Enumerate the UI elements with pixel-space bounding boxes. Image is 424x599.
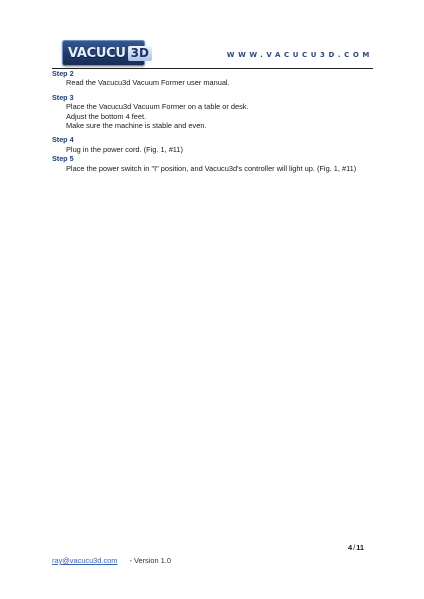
page-separator: / [353, 543, 356, 552]
logo-3d-badge: 3D [128, 46, 152, 61]
page-footer [52, 556, 171, 565]
email-link[interactable]: ray@vacucu3d.com [52, 556, 118, 565]
page-total: 11 [356, 543, 364, 552]
page-current: 4 [348, 543, 353, 552]
page-header [52, 40, 373, 68]
step-line: Place the Vacucu3d Vacuum Former on a table or desk. [66, 102, 249, 112]
step-line: Read the Vacucu3d Vacuum Former user manual. [66, 78, 230, 88]
step-3 [52, 93, 374, 131]
step-line: Adjust the bottom 4 feet. [66, 111, 147, 121]
page-number [348, 543, 364, 552]
step-line: Plug in the power cord. (Fig. 1, #11) [66, 144, 183, 154]
step-line: Make sure the machine is stable and even. [66, 121, 207, 131]
step-title: Step 2 [52, 69, 74, 78]
step-title: Step 4 [52, 135, 74, 145]
logo-text: VACUCU [68, 45, 126, 61]
instructions-body [52, 69, 374, 173]
vacucu3d-logo [62, 40, 149, 66]
step-title: Step 5 [52, 154, 74, 164]
step-5 [52, 154, 374, 173]
step-line: Place the power switch in "I" position, and Vacucu3d's controller will light up. (Fig. 1, #11) [66, 163, 357, 173]
website-url: WWW.VACUCU3D.COM [226, 51, 373, 59]
version-label: - Version 1.0 [129, 556, 171, 565]
step-4 [52, 135, 374, 154]
step-title: Step 3 [52, 92, 74, 102]
step-2 [52, 69, 374, 88]
